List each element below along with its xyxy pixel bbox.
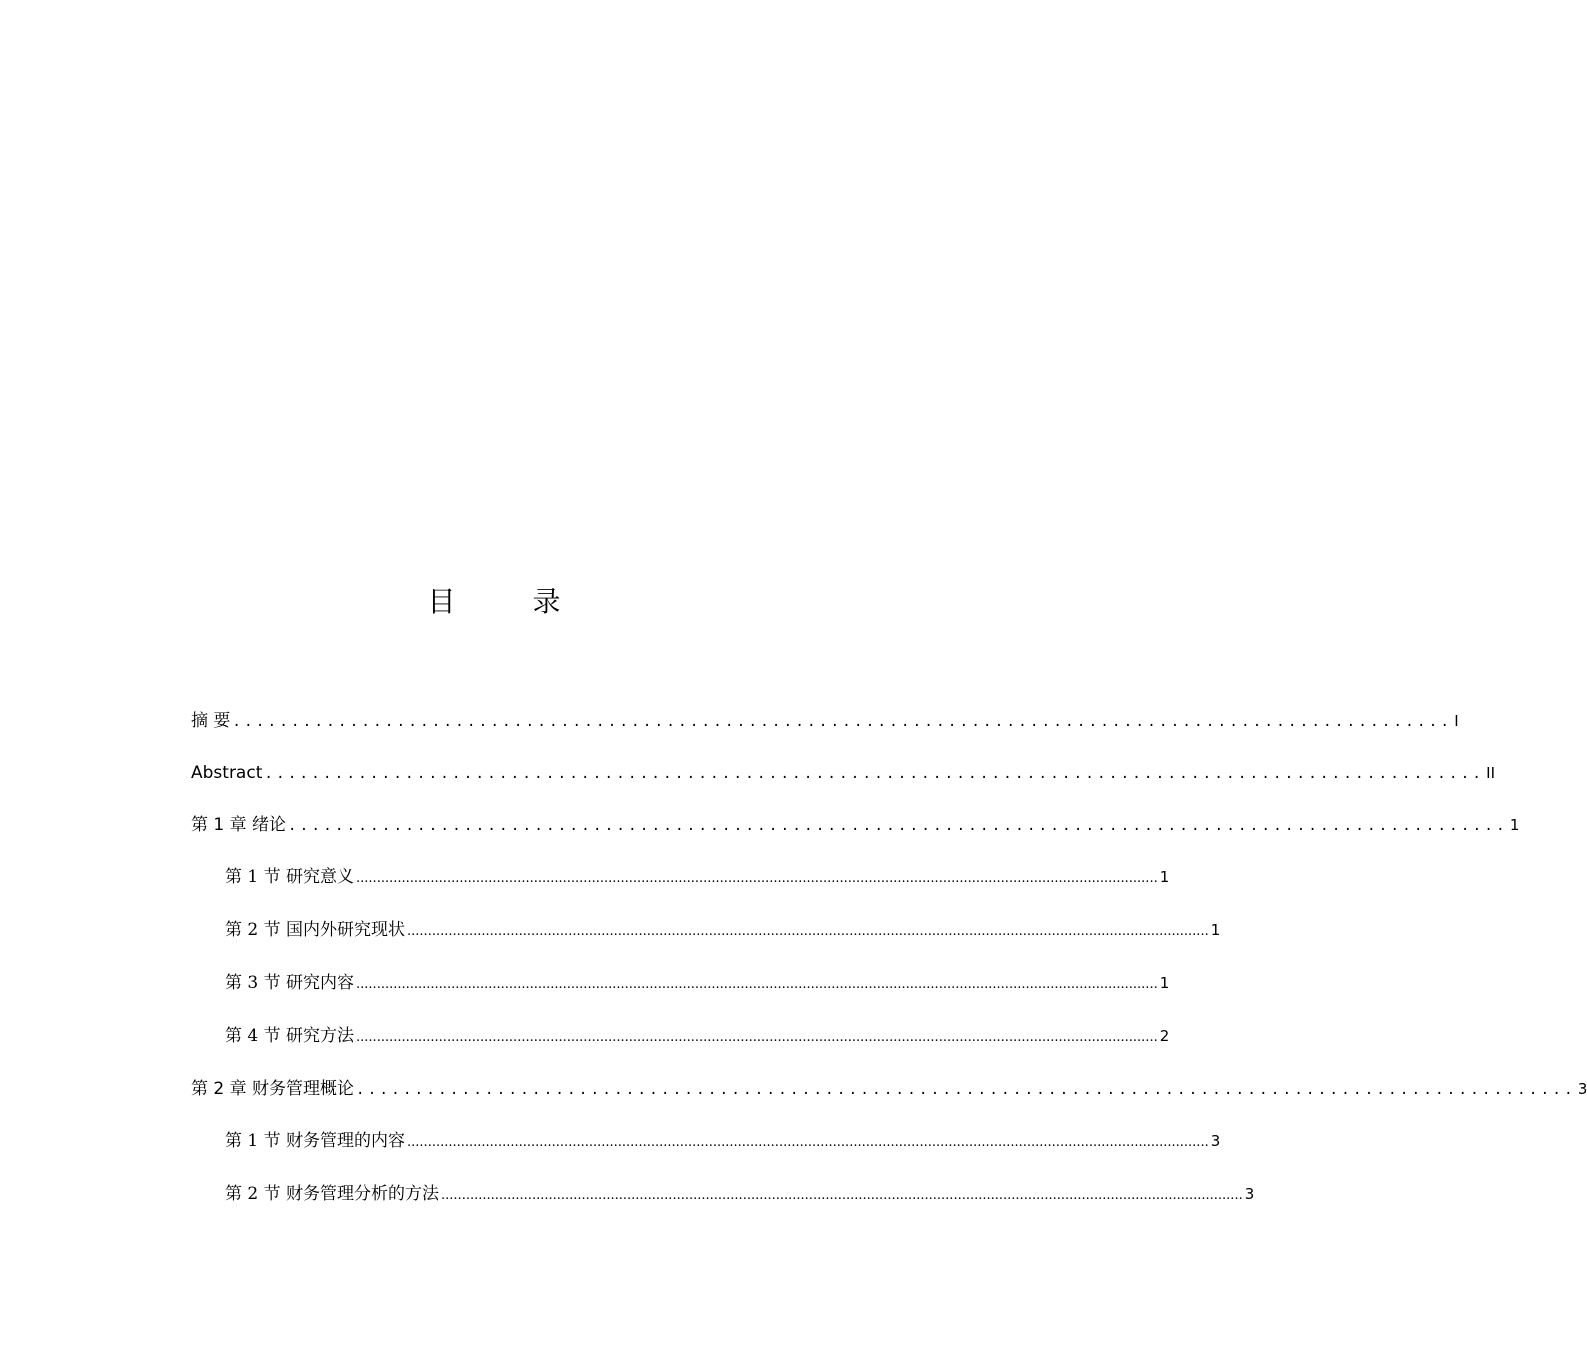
- toc-entry-page: 3: [1210, 1132, 1221, 1150]
- dot-leader: ........................................................................................................: [232, 714, 1453, 730]
- toc-entry-page: I: [1454, 712, 1459, 730]
- toc-entry-label: 第 2 节 国内外研究现状: [225, 920, 406, 940]
- toc-entry-page: 3: [1244, 1185, 1255, 1203]
- dot-leader: ........................................................................................................: [264, 766, 1485, 782]
- toc-entry-page: 1: [1159, 974, 1170, 992]
- dot-leader: ..................................................................................................................................................................................................: [407, 1135, 1209, 1150]
- toc-title: 目 录: [427, 585, 595, 618]
- dot-leader: ..................................................................................................................................................................................................: [441, 1188, 1243, 1203]
- toc-entry-page: 1: [1159, 868, 1170, 886]
- toc-entry-page: II: [1486, 764, 1496, 782]
- toc-entry[interactable]: [191, 761, 1496, 785]
- toc-entry-label: 第 1 节 财务管理的内容: [225, 1131, 406, 1151]
- toc-entry-page: 1: [1210, 921, 1221, 939]
- toc-entry[interactable]: [191, 709, 1459, 733]
- toc-entry[interactable]: [225, 918, 1221, 942]
- toc-entry-label: Abstract: [191, 763, 263, 783]
- dot-leader: ..................................................................................................................................................................................................: [356, 977, 1158, 992]
- toc-entry[interactable]: [225, 1024, 1170, 1048]
- dot-leader: ..................................................................................................................................................................................................: [356, 1030, 1158, 1045]
- dot-leader: ........................................................................................................: [356, 1082, 1576, 1098]
- toc-entry-label: 第 3 节 研究内容: [225, 973, 355, 993]
- toc-entry-label: 第 2 节 财务管理分析的方法: [225, 1184, 440, 1204]
- toc-entry-page: 3: [1577, 1080, 1587, 1098]
- toc-entry-label: 第 1 节 研究意义: [225, 867, 355, 887]
- toc-entry-label: 第 1 章 绪论: [191, 815, 287, 835]
- toc-entry[interactable]: [225, 865, 1170, 889]
- toc-entry[interactable]: [191, 1077, 1587, 1101]
- dot-leader: ........................................................................................................: [288, 818, 1508, 834]
- dot-leader: ..................................................................................................................................................................................................: [407, 924, 1209, 939]
- toc-entry[interactable]: [225, 1182, 1255, 1206]
- dot-leader: ..................................................................................................................................................................................................: [356, 871, 1158, 886]
- toc-entry-label: 第 4 节 研究方法: [225, 1026, 355, 1046]
- toc-entry-label: 第 2 章 财务管理概论: [191, 1079, 355, 1099]
- toc-entry[interactable]: [225, 1129, 1221, 1153]
- toc-entry-page: 1: [1509, 816, 1520, 834]
- toc-entry[interactable]: [191, 813, 1520, 837]
- toc-entry-page: 2: [1159, 1027, 1170, 1045]
- toc-entry-label: 摘 要: [191, 711, 231, 731]
- toc-entry[interactable]: [225, 971, 1170, 995]
